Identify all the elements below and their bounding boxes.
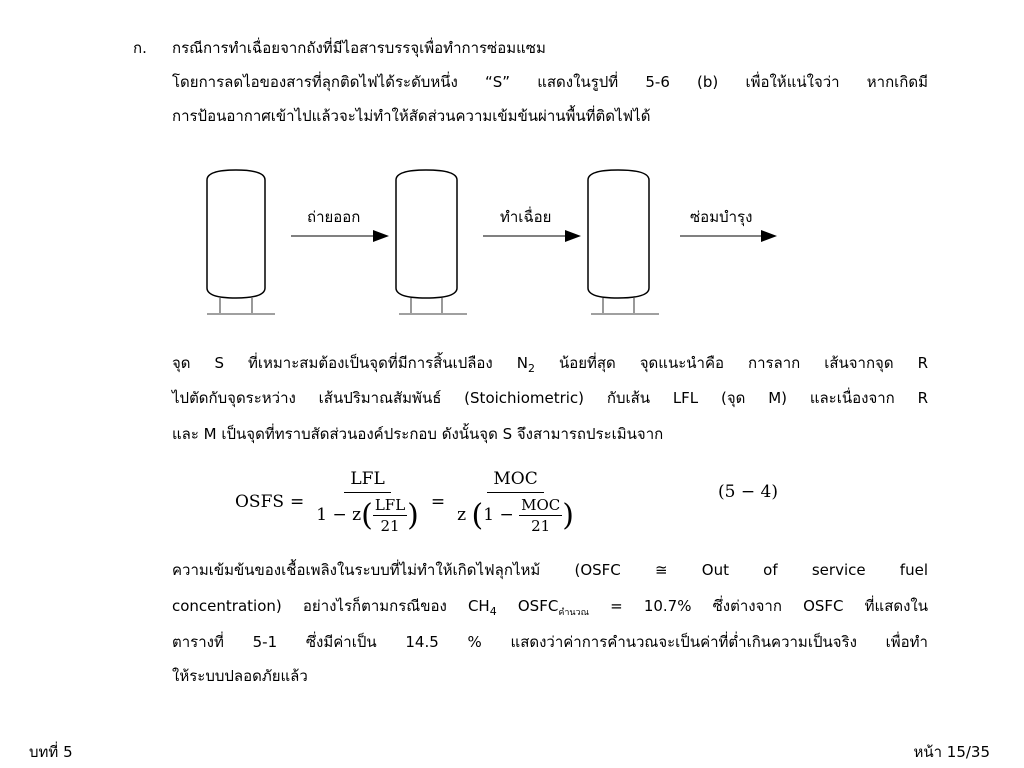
para3-line-2: concentration) อย่างไรก็ตามกรณีของ $CH_4$ $OSFC_{คำนวณ} = 10.7\%$ ซึ่งต่างจาก OSFC ที่แสดงใน (172, 597, 928, 618)
arrow-1-label: ถ่ายออก (307, 208, 361, 226)
footer-chapter: บทที่ 5 (29, 743, 73, 761)
intro-line-2: การป้อนอากาศเข้าไปแล้วจะไม่ทำให้สัดส่วนความเข้มข้นผ่านพื้นที่ติดไฟได้ (172, 107, 651, 125)
para2-line-2: ไปตัดกับจุดระหว่าง เส้นปริมาณสัมพันธ์ (Stoichiometric) กับเส้น LFL (จุด M) และเนื่องจาก R (172, 389, 928, 407)
para2-line-3: และ M เป็นจุดที่ทราบสัดส่วนองค์ประกอบ ดังนั้นจุด S จึงสามารถประเมินจาก (172, 425, 664, 443)
eq-f1-numerator: LFL (344, 469, 390, 493)
tank-2 (396, 170, 457, 298)
para3-line-1: ความเข้มข้นของเชื้อเพลิงในระบบที่ไม่ทำให้เกิดไฟลุกไหม้ (OSFC ≅ Out of service fuel (172, 561, 928, 579)
eq-fraction-1 (310, 469, 425, 535)
arrow-2-label: ทำเฉื่อย (500, 208, 552, 226)
para3-line-3: ตารางที่ 5-1 ซึ่งมีค่าเป็น 14.5 % แสดงว่าค่าการคำนวณจะเป็นค่าที่ต่ำเกินความเป็นจริง เพื่อทำ (172, 633, 928, 651)
eq-f2-denominator: z (1 − MOC 21 ) (457, 496, 574, 535)
equation-number: (5 − 4) (718, 482, 778, 502)
eq-f1-denominator: 1 − z( LFL 21 ) (316, 496, 419, 535)
process-diagram (195, 168, 795, 320)
footer-page-number: หน้า 15/35 (913, 743, 990, 761)
arrowhead-3 (761, 230, 777, 242)
arrow-3-label: ซ่อมบำรุง (690, 208, 753, 226)
eq-fraction-2 (451, 469, 580, 535)
eq-f2-numerator: MOC (487, 469, 543, 493)
tank-3 (588, 170, 649, 298)
intro-line-1: โดยการลดไอของสารที่ลุกติดไฟได้ระดับหนึ่ง “S” แสดงในรูปที่ 5-6 (b) เพื่อให้แน่ใจว่า หากเกิดมี (172, 73, 928, 91)
osfs-equation (235, 462, 580, 542)
arrowhead-1 (373, 230, 389, 242)
eq-lhs: OSFS (235, 492, 285, 512)
para2-line-1: จุด S ที่เหมาะสมต้องเป็นจุดที่มีการสิ้นเปลือง $N_2$ น้อยที่สุด จุดแนะนำคือ การลาก เส้นจากจุด R (172, 354, 928, 375)
section-marker: ก. (133, 39, 147, 57)
section-heading: กรณีการทำเฉื่อยจากถังที่มีไอสารบรรจุเพื่อทำการซ่อมแซม (172, 39, 546, 57)
eq-equals-2: = (430, 492, 446, 512)
tank-1 (207, 170, 265, 298)
eq-equals-1: = (290, 492, 305, 512)
para3-line-4: ให้ระบบปลอดภัยแล้ว (172, 667, 308, 685)
arrowhead-2 (565, 230, 581, 242)
